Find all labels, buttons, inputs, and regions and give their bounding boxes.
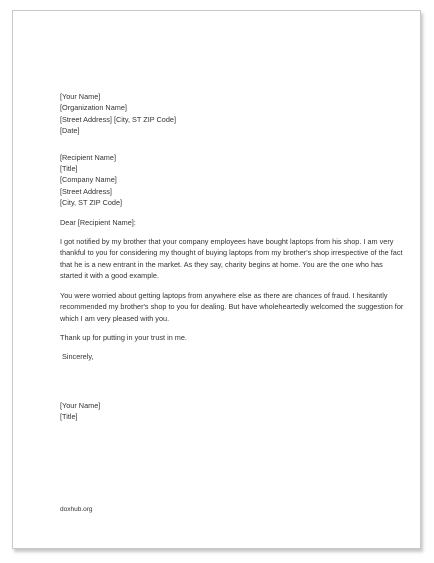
body-paragraph-3: Thank up for putting in your trust in me.: [60, 332, 187, 342]
recipient-street: [Street Address]: [60, 186, 112, 196]
letter-date: [Date]: [60, 126, 80, 136]
recipient-company: [Company Name]: [60, 175, 117, 185]
sender-block: [60, 91, 405, 137]
sender-organization: [Organization Name]: [60, 103, 127, 113]
body-paragraph-2: You were worried about getting laptops from anywhere else as there are chances of fraud. I hesitantly recommended my brother's shop to you for dealing. But have wholeheartedly welcomed the suggestion for which I am very pleased with you.: [60, 290, 404, 323]
footer-source: doxhub.org: [60, 506, 93, 513]
recipient-city: [City, ST ZIP Code]: [60, 198, 123, 208]
signature-name: [Your Name]: [60, 400, 101, 410]
salutation: Dear [Recipient Name]:: [60, 217, 136, 227]
letter-body: [60, 91, 405, 423]
letter-page: [12, 10, 421, 549]
sender-name: [Your Name]: [60, 92, 101, 101]
sender-address: [Street Address] [City, ST ZIP Code]: [60, 114, 176, 124]
closing: Sincerely,: [62, 352, 94, 362]
recipient-block: [60, 152, 405, 209]
recipient-name: [Recipient Name]: [60, 152, 116, 162]
body-paragraph-1: I got notified by my brother that your company employees have bought laptops from his shop. I am very thankful to you for considering my thought of buying laptops from my brother's shop irrespective of the fact that he is a new entrant in the market. As they say, charity begins at home. You are the one who has started it with a good example.: [60, 237, 403, 281]
recipient-title: [Title]: [60, 164, 78, 174]
signature-block: [60, 400, 405, 423]
signature-title: [Title]: [60, 412, 78, 422]
